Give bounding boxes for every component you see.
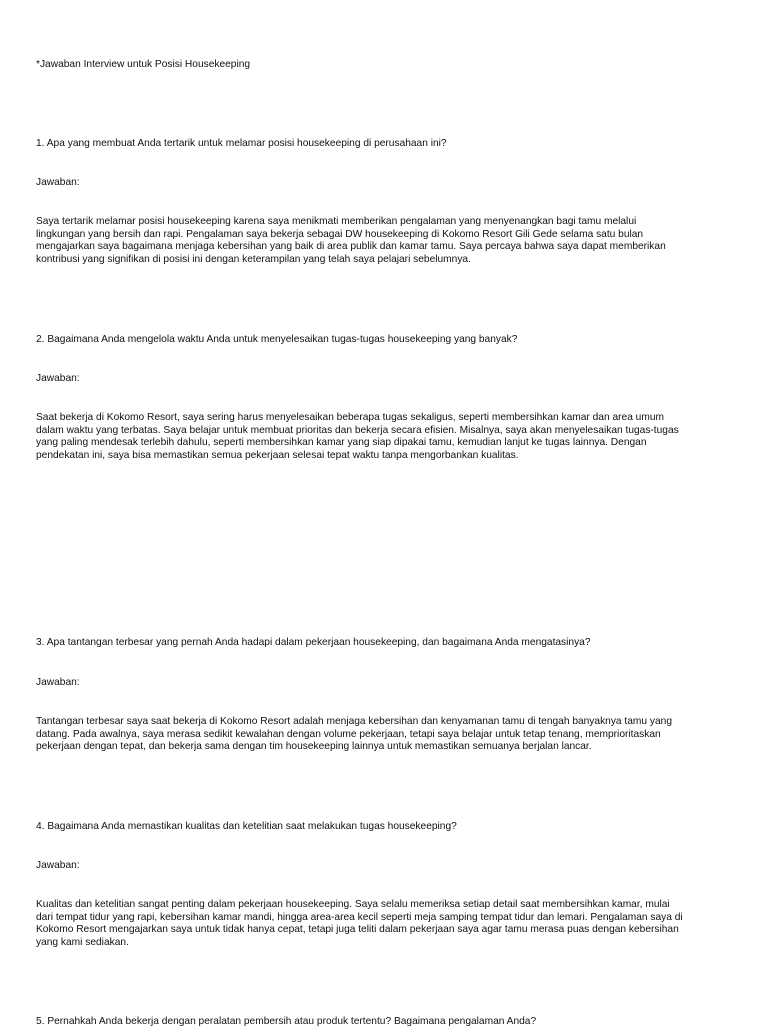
answer-label-3: Jawaban: — [36, 677, 80, 688]
answer-line: Saya tertarik melamar posisi housekeeping karena saya menikmati memberikan pengalaman yang menyenangkan bagi tamu melalui — [36, 216, 637, 227]
answer-label-4: Jawaban: — [36, 860, 80, 871]
question-5: 5. Pernahkah Anda bekerja dengan peralatan pembersih atau produk tertentu? Bagaimana pengalaman Anda? — [36, 1016, 537, 1027]
answer-line: Saat bekerja di Kokomo Resort, saya sering harus menyelesaikan beberapa tugas sekaligus, seperti membersihkan kamar dan area umum — [36, 412, 664, 423]
answer-line: dari tempat tidur yang rapi, kebersihan kamar mandi, hingga area-area kecil seperti meja samping tempat tidur dan lemari. Pengalaman saya di — [36, 911, 683, 923]
document-title: *Jawaban Interview untuk Posisi Housekeeping — [36, 59, 251, 70]
answer-line: Tantangan terbesar saya saat bekerja di Kokomo Resort adalah menjaga kebersihan dan kenyamanan tamu di tengah banyaknya tamu yang — [36, 716, 672, 727]
answer-line: kontribusi yang signifikan di posisi ini dengan keterampilan yang telah saya pelajari sebelumnya. — [36, 253, 471, 265]
answer-line: pendekatan ini, saya bisa memastikan semua pekerjaan selesai tepat waktu tanpa mengorbankan kualitas. — [36, 449, 519, 461]
answer-4 — [36, 899, 736, 949]
answer-label-2: Jawaban: — [36, 373, 80, 384]
answer-line: Kokomo Resort mengajarkan saya untuk tidak hanya cepat, tetapi juga teliti dalam pekerjaan saya agar tamu merasa puas dengan kebersihan — [36, 924, 679, 936]
answer-line: datang. Pada awalnya, saya merasa sedikit kewalahan dengan volume pekerjaan, tetapi saya belajar untuk tetap tenang, memprioritaskan — [36, 728, 661, 740]
answer-line: dalam waktu yang terbatas. Saya belajar untuk membuat prioritas dan bekerja secara efisien. Misalnya, saya akan menyelesaikan tugas-tugas — [36, 424, 679, 436]
answer-1 — [36, 216, 736, 266]
answer-line: pekerjaan dengan tepat, dan bekerja sama dengan tim housekeeping lainnya untuk memastikan semuanya berjalan lancar. — [36, 741, 592, 753]
answer-label-1: Jawaban: — [36, 177, 80, 188]
answer-line: mengajarkan saya bagaimana menjaga kebersihan yang baik di area publik dan kamar tamu. Saya percaya bahwa saya dapat memberikan — [36, 241, 666, 253]
answer-line: yang paling mendesak terlebih dahulu, seperti membersihkan kamar yang siap dipakai tamu, kemudian lanjut ke tugas lainnya. Dengan — [36, 437, 647, 449]
answer-3 — [36, 716, 736, 754]
question-4: 4. Bagaimana Anda memastikan kualitas dan ketelitian saat melakukan tugas housekeeping? — [36, 821, 457, 832]
question-2: 2. Bagaimana Anda mengelola waktu Anda untuk menyelesaikan tugas-tugas housekeeping yang banyak? — [36, 334, 518, 345]
answer-line: lingkungan yang bersih dan rapi. Pengalaman saya bekerja sebagai DW housekeeping di Kokomo Resort Gili Gede selama satu bulan — [36, 228, 644, 240]
answer-2 — [36, 412, 736, 462]
question-3: 3. Apa tantangan terbesar yang pernah Anda hadapi dalam pekerjaan housekeeping, dan bagaimana Anda mengatasinya? — [36, 637, 591, 648]
answer-line: yang kami sediakan. — [36, 936, 129, 948]
answer-line: Kualitas dan ketelitian sangat penting dalam pekerjaan housekeeping. Saya selalu memeriksa setiap detail saat membersihkan kamar, mulai — [36, 899, 670, 910]
question-1: 1. Apa yang membuat Anda tertarik untuk melamar posisi housekeeping di perusahaan ini? — [36, 138, 447, 149]
